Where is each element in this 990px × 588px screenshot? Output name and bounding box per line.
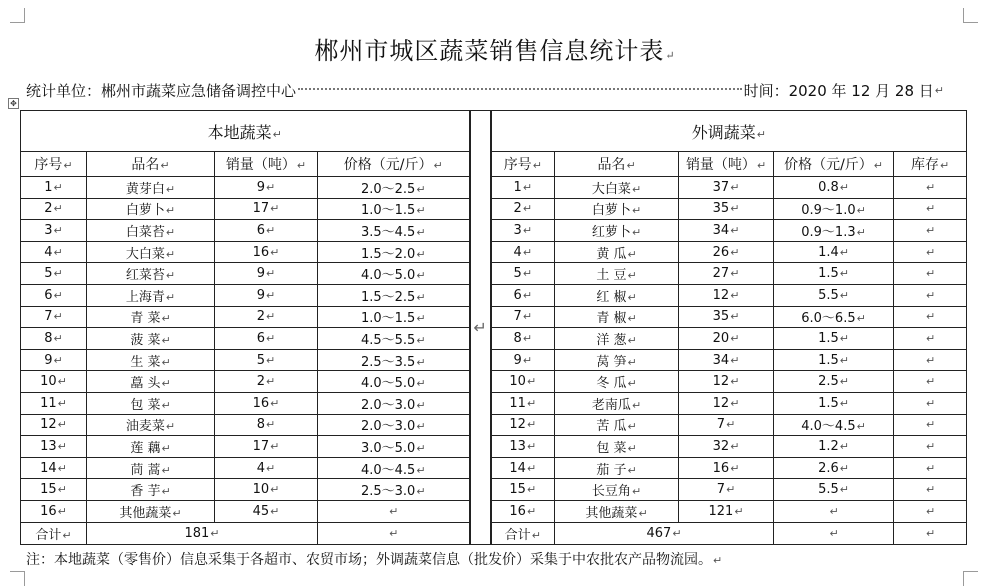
local-volume-cell: 45↵ [215,500,318,522]
remote-volume-cell: 26↵ [679,241,774,263]
remote-name-cell: 红萝卜↵ [555,220,679,242]
table-row [21,241,967,263]
local-seq-cell: 3↵ [21,220,87,242]
local-price-cell: 2.0～3.0↵ [318,392,470,414]
remote-volume-cell: 35↵ [679,306,774,328]
remote-stock-cell: ↵ [894,457,967,479]
remote-stock-cell: ↵ [894,263,967,285]
remote-volume-cell: 35↵ [679,198,774,220]
remote-stock-cell: ↵ [894,479,967,501]
section-header-row [21,111,967,152]
local-name-cell: 莲 藕↵ [87,436,215,458]
local-volume-cell: 9↵ [215,177,318,199]
local-volume-cell: 2↵ [215,371,318,393]
remote-volume-cell: 12↵ [679,284,774,306]
remote-price-cell: 1.2↵ [774,436,894,458]
remote-header-1: 品名↵ [555,152,679,177]
local-volume-cell: 5↵ [215,349,318,371]
local-volume-cell: 9↵ [215,263,318,285]
remote-name-cell: 长豆角↵ [555,479,679,501]
local-price-cell: 1.5～2.0↵ [318,241,470,263]
remote-volume-cell: 12↵ [679,392,774,414]
table-move-handle-icon[interactable]: ✥ [8,98,19,109]
local-name-cell: 油麦菜↵ [87,414,215,436]
local-seq-cell: 11↵ [21,392,87,414]
local-name-cell: 香 芋↵ [87,479,215,501]
local-price-cell: 4.0～5.0↵ [318,263,470,285]
remote-seq-cell: 6↵ [491,284,555,306]
table-row [21,414,967,436]
local-name-cell: 其他蔬菜↵ [87,500,215,522]
remote-volume-cell: 37↵ [679,177,774,199]
remote-stock-cell: ↵ [894,306,967,328]
remote-seq-cell: 4↵ [491,241,555,263]
remote-price-cell: 1.5↵ [774,349,894,371]
remote-price-cell: 1.5↵ [774,392,894,414]
time-label: 时间： [743,82,789,100]
remote-name-cell: 白萝卜↵ [555,198,679,220]
remote-volume-cell: 7↵ [679,479,774,501]
local-total-price: ↵ [318,522,470,544]
remote-total-label: 合计↵ [491,522,555,544]
local-seq-cell: 4↵ [21,241,87,263]
remote-seq-cell: 3↵ [491,220,555,242]
remote-seq-cell: 12↵ [491,414,555,436]
table-row [21,220,967,242]
remote-name-cell: 青 椒↵ [555,306,679,328]
remote-stock-cell: ↵ [894,371,967,393]
local-header-2: 销量（吨）↵ [215,152,318,177]
remote-volume-cell: 27↵ [679,263,774,285]
local-volume-cell: 16↵ [215,241,318,263]
remote-stock-cell: ↵ [894,241,967,263]
local-seq-cell: 9↵ [21,349,87,371]
remote-seq-cell: 9↵ [491,349,555,371]
local-price-cell: 4.0～4.5↵ [318,457,470,479]
column-gap: ↵ [470,111,491,545]
local-price-cell: 4.5～5.5↵ [318,328,470,350]
total-row [21,522,967,544]
local-header-0: 序号↵ [21,152,87,177]
remote-stock-cell: ↵ [894,220,967,242]
remote-seq-cell: 15↵ [491,479,555,501]
local-price-cell: 1.5～2.5↵ [318,284,470,306]
remote-name-cell: 洋 葱↵ [555,328,679,350]
remote-seq-cell: 10↵ [491,371,555,393]
page-corner-top-left [10,8,25,23]
remote-price-cell: 0.9～1.3↵ [774,220,894,242]
remote-price-cell: 1.5↵ [774,263,894,285]
local-seq-cell: 16↵ [21,500,87,522]
local-price-cell: 2.5～3.5↵ [318,349,470,371]
remote-volume-cell: 34↵ [679,220,774,242]
remote-header-0: 序号↵ [491,152,555,177]
paragraph-mark-icon: ↵ [934,84,944,97]
remote-seq-cell: 13↵ [491,436,555,458]
remote-name-cell: 大白菜↵ [555,177,679,199]
remote-name-cell: 莴 笋↵ [555,349,679,371]
remote-stock-cell: ↵ [894,284,967,306]
remote-seq-cell: 8↵ [491,328,555,350]
local-seq-cell: 7↵ [21,306,87,328]
remote-name-cell: 苦 瓜↵ [555,414,679,436]
remote-price-cell: 2.5↵ [774,371,894,393]
local-name-cell: 青 菜↵ [87,306,215,328]
local-seq-cell: 6↵ [21,284,87,306]
document-title [0,31,990,66]
remote-name-cell: 包 菜↵ [555,436,679,458]
remote-name-cell: 冬 瓜↵ [555,371,679,393]
local-volume-cell: 10↵ [215,479,318,501]
local-name-cell: 包 菜↵ [87,392,215,414]
remote-header-4: 库存↵ [894,152,967,177]
remote-price-cell: 6.0～6.5↵ [774,306,894,328]
local-price-cell: 4.0～5.0↵ [318,371,470,393]
remote-seq-cell: 14↵ [491,457,555,479]
remote-seq-cell: 16↵ [491,500,555,522]
local-volume-cell: 9↵ [215,284,318,306]
column-header-row [21,152,967,177]
page-corner-bottom-left [10,571,25,586]
unit-label: 统计单位： [26,82,102,100]
remote-price-cell: 1.5↵ [774,328,894,350]
remote-seq-cell: 7↵ [491,306,555,328]
remote-price-cell: 5.5↵ [774,479,894,501]
table-row [21,436,967,458]
table-row [21,392,967,414]
meta-line [26,80,944,101]
remote-seq-cell: 11↵ [491,392,555,414]
remote-name-cell: 其他蔬菜↵ [555,500,679,522]
local-price-cell: 2.0～2.5↵ [318,177,470,199]
remote-total-stock: ↵ [894,522,967,544]
local-name-cell: 茼 蒿↵ [87,457,215,479]
remote-volume-cell: 121↵ [679,500,774,522]
table-row [21,479,967,501]
remote-name-cell: 土 豆↵ [555,263,679,285]
local-seq-cell: 14↵ [21,457,87,479]
local-seq-cell: 1↵ [21,177,87,199]
local-seq-cell: 2↵ [21,198,87,220]
remote-price-cell: 5.5↵ [774,284,894,306]
remote-header-2: 销量（吨）↵ [679,152,774,177]
table-row [21,306,967,328]
remote-seq-cell: 1↵ [491,177,555,199]
remote-stock-cell: ↵ [894,198,967,220]
remote-stock-cell: ↵ [894,414,967,436]
remote-section-header: 外调蔬菜↵ [491,111,967,152]
remote-volume-cell: 20↵ [679,328,774,350]
leader-dots [298,87,742,90]
remote-name-cell: 红 椒↵ [555,284,679,306]
unit-value: 郴州市蔬菜应急储备调控中心 [101,82,297,100]
remote-stock-cell: ↵ [894,177,967,199]
remote-name-cell: 茄 子↵ [555,457,679,479]
local-name-cell: 上海青↵ [87,284,215,306]
remote-price-cell: 2.6↵ [774,457,894,479]
table-row [21,371,967,393]
remote-volume-cell: 12↵ [679,371,774,393]
local-price-cell: 2.0～3.0↵ [318,414,470,436]
remote-name-cell: 黄 瓜↵ [555,241,679,263]
paragraph-mark-icon: ↵ [665,49,676,62]
local-seq-cell: 5↵ [21,263,87,285]
table-row [21,284,967,306]
local-volume-cell: 17↵ [215,436,318,458]
local-volume-cell: 8↵ [215,414,318,436]
local-price-cell: 3.5～4.5↵ [318,220,470,242]
local-seq-cell: 13↵ [21,436,87,458]
remote-price-cell: 1.4↵ [774,241,894,263]
local-price-cell: 1.0～1.5↵ [318,306,470,328]
local-seq-cell: 12↵ [21,414,87,436]
local-total-label: 合计↵ [21,522,87,544]
table-row [21,349,967,371]
table-row [21,177,967,199]
paragraph-mark-icon: ↵ [713,554,723,567]
local-price-cell: 1.0～1.5↵ [318,198,470,220]
remote-stock-cell: ↵ [894,500,967,522]
table-row [21,457,967,479]
table-row [21,500,967,522]
local-name-cell: 大白菜↵ [87,241,215,263]
local-header-3: 价格（元/斤）↵ [318,152,470,177]
table-row [21,328,967,350]
local-price-cell: 2.5～3.0↵ [318,479,470,501]
local-seq-cell: 8↵ [21,328,87,350]
remote-total-price: ↵ [774,522,894,544]
local-name-cell: 藠 头↵ [87,371,215,393]
remote-volume-cell: 7↵ [679,414,774,436]
title-text: 郴州市城区蔬菜销售信息统计表 [314,37,665,65]
local-section-header: 本地蔬菜↵ [21,111,470,152]
remote-volume-cell: 16↵ [679,457,774,479]
remote-volume-cell: 32↵ [679,436,774,458]
remote-header-3: 价格（元/斤）↵ [774,152,894,177]
remote-seq-cell: 5↵ [491,263,555,285]
local-volume-cell: 4↵ [215,457,318,479]
remote-volume-cell: 34↵ [679,349,774,371]
page-corner-bottom-right [963,571,978,586]
table-row [21,263,967,285]
local-header-1: 品名↵ [87,152,215,177]
remote-seq-cell: 2↵ [491,198,555,220]
local-name-cell: 白菜苔↵ [87,220,215,242]
local-name-cell: 红菜苔↵ [87,263,215,285]
local-volume-cell: 6↵ [215,220,318,242]
local-price-cell: ↵ [318,500,470,522]
local-name-cell: 菠 菜↵ [87,328,215,350]
local-name-cell: 黄芽白↵ [87,177,215,199]
local-volume-cell: 16↵ [215,392,318,414]
footer-note [26,549,722,569]
footer-text: 注：本地蔬菜（零售价）信息采集于各超市、农贸市场；外调蔬菜信息（批发价）采集于中农批农产品物流园。 [26,552,712,568]
local-name-cell: 白萝卜↵ [87,198,215,220]
local-total-value: 181↵ [87,522,318,544]
remote-total-value: 467↵ [555,522,774,544]
remote-stock-cell: ↵ [894,436,967,458]
remote-stock-cell: ↵ [894,328,967,350]
remote-name-cell: 老南瓜↵ [555,392,679,414]
vegetable-sales-table [20,110,967,545]
time-value: 2020 年 12 月 28 日 [788,82,934,100]
remote-price-cell: 4.0～4.5↵ [774,414,894,436]
local-volume-cell: 17↵ [215,198,318,220]
page-corner-top-right [963,8,978,23]
local-seq-cell: 10↵ [21,371,87,393]
remote-stock-cell: ↵ [894,392,967,414]
remote-price-cell: 0.9～1.0↵ [774,198,894,220]
local-volume-cell: 2↵ [215,306,318,328]
remote-price-cell: 0.8↵ [774,177,894,199]
local-name-cell: 生 菜↵ [87,349,215,371]
local-seq-cell: 15↵ [21,479,87,501]
remote-price-cell: ↵ [774,500,894,522]
local-volume-cell: 6↵ [215,328,318,350]
local-price-cell: 3.0～5.0↵ [318,436,470,458]
remote-stock-cell: ↵ [894,349,967,371]
table-row [21,198,967,220]
